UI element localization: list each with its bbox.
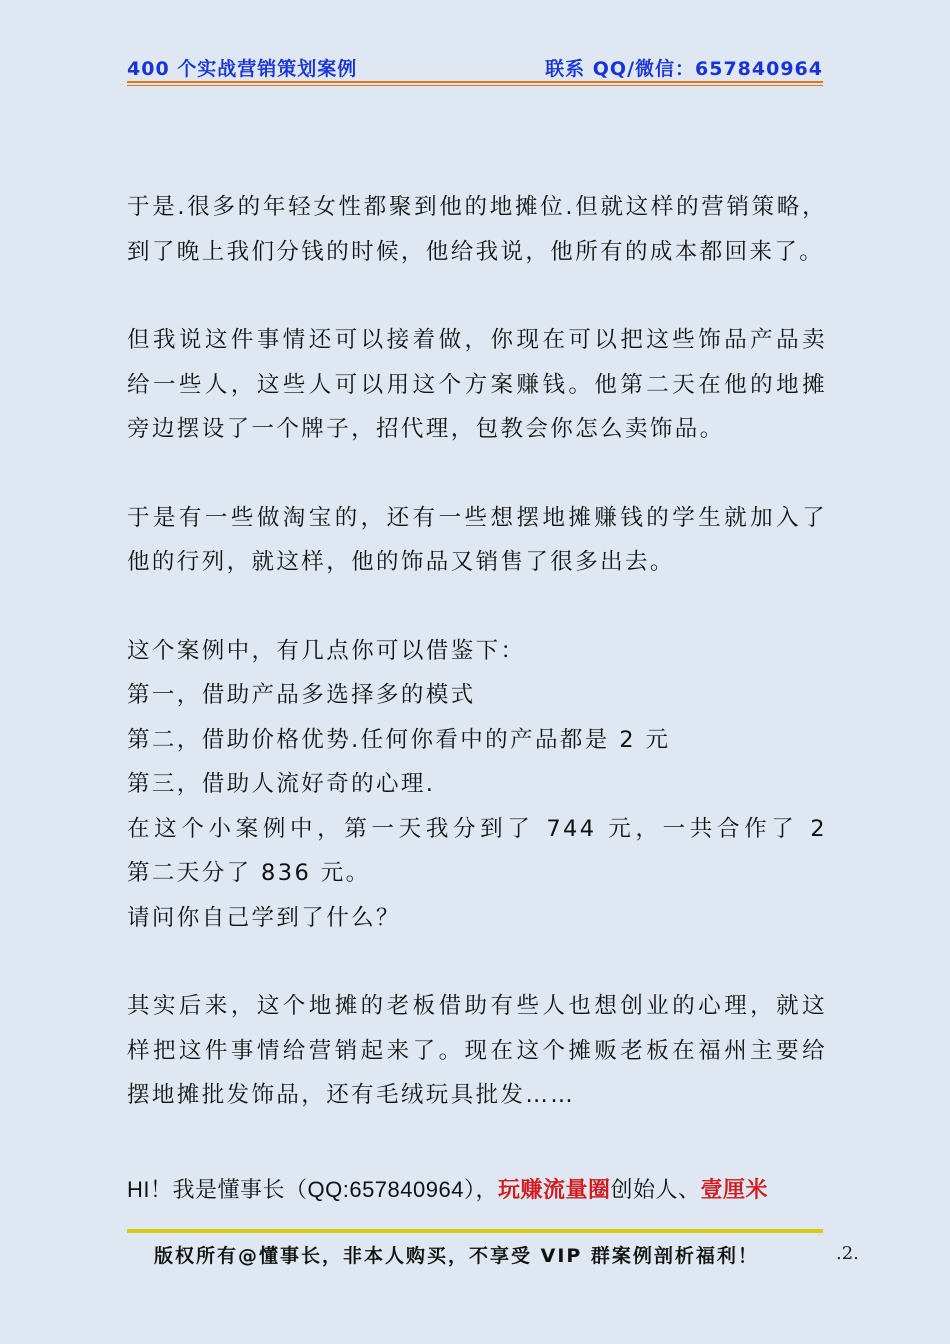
paragraph (127, 318, 827, 452)
text-line: 旁边摆设了一个牌子，招代理，包教会你怎么卖饰品。 (127, 416, 725, 442)
article-body (127, 185, 827, 1118)
header-divider (127, 81, 823, 83)
text-line: 请问你自己学到了什么？ (127, 904, 401, 931)
text-line: 其实后来，这个地摊的老板借助有些人也想创业的心理，就这 (127, 993, 827, 1019)
intro-highlight-circle: 玩赚流量圈 (497, 1177, 611, 1202)
intro-prefix: HI！我是懂事长（QQ:657840964）， (127, 1177, 498, 1202)
text-line: 第三，借助人流好奇的心理. (127, 771, 436, 797)
copyright-notice: 版权所有@懂事长，非本人购买，不享受 VIP 群案例剖析福利！ (154, 1245, 759, 1267)
intro-middle: 创始人、 (610, 1177, 701, 1202)
author-intro (127, 1168, 827, 1212)
text-line: 给一些人，这些人可以用这个方案赚钱。他第二天在他的地摊 (127, 371, 827, 398)
paragraph (127, 629, 827, 941)
text-line: 到了晚上我们分钱的时候，他给我说，他所有的成本都回来了。 (127, 238, 825, 265)
header-divider-thin (127, 85, 823, 86)
text-line: 第一，借助产品多选择多的模式 (127, 682, 476, 708)
paragraph (127, 984, 827, 1118)
footer-divider (127, 1229, 823, 1233)
page-header (127, 54, 823, 80)
text-line: 第二，借助价格优势.任何你看中的产品都是 2 元 (127, 726, 671, 753)
text-line: 第二天分了 836 元。 (127, 860, 371, 886)
header-contact: 联系 QQ/微信：657840964 (545, 58, 823, 80)
text-line: 摆地摊批发饰品，还有毛绒玩具批发…… (127, 1082, 576, 1108)
page-number: .2. (836, 1243, 859, 1264)
text-line: 但我说这件事情还可以接着做，你现在可以把这些饰品产品卖 (127, 327, 827, 353)
text-line: 他的行列，就这样，他的饰品又销售了很多出去。 (127, 549, 675, 575)
text-line: 在这个小案例中，第一天我分到了 744 元，一共合作了 2 (127, 815, 827, 842)
paragraph (127, 496, 827, 585)
intro-highlight-brand: 壹厘米 (700, 1177, 769, 1202)
text-line: 于是.很多的年轻女性都聚到他的地摊位.但就这样的营销策略， (127, 194, 827, 220)
paragraph (127, 185, 827, 274)
header-title: 400 个实战营销策划案例 (127, 58, 358, 80)
text-line: 样把这件事情给营销起来了。现在这个摊贩老板在福州主要给 (127, 1037, 827, 1064)
text-line: 这个案例中，有几点你可以借鉴下： (127, 637, 526, 664)
text-line: 于是有一些做淘宝的，还有一些想摆地摊赚钱的学生就加入了 (127, 504, 827, 531)
